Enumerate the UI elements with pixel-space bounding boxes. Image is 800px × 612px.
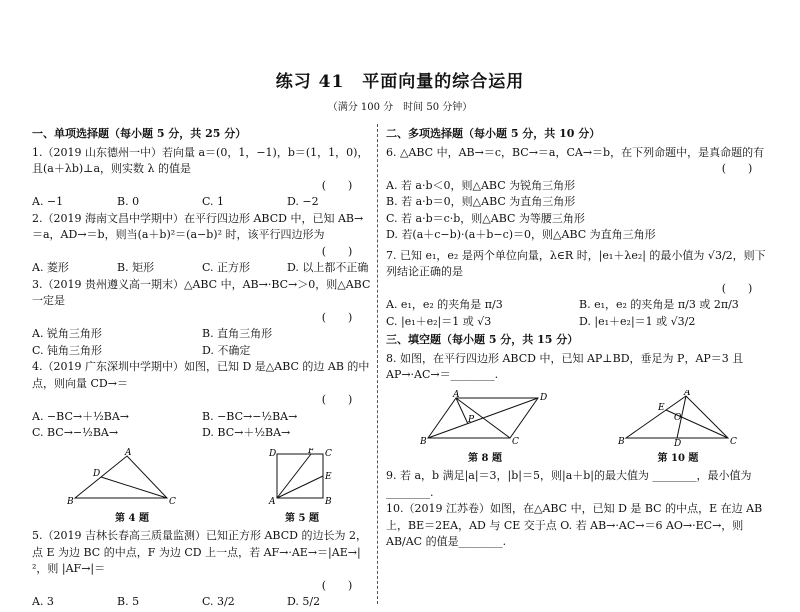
answer-blank: ( ) xyxy=(721,162,753,175)
question-10 xyxy=(386,501,772,551)
option-c: C. 正方形 xyxy=(202,261,251,274)
label-b: B xyxy=(67,496,74,506)
question-text: 3.（2019 贵州遵义高一期末）△ABC 中，AB→·BC→＞0，则△ABC 一定是 xyxy=(32,277,371,307)
figure-5 xyxy=(267,448,337,527)
question-text: 10.（2019 江苏卷）如图，在△ABC 中，已知 D 是 BC 的中点，E 在边 AB 上，BE＝2EA，AD 与 CE 交于点 O. 若 AB→·AC→＝6 AO→·EC→，则 AB/AC 的值是________. xyxy=(386,502,763,548)
question-8 xyxy=(386,351,772,384)
question-text: 6. △ABC 中，AB→＝c，BC→＝a，CA→＝b，在下列命题中，是真命题的有 xyxy=(386,145,765,159)
label-c: C xyxy=(730,436,737,446)
label-d: D xyxy=(540,392,548,403)
question-1 xyxy=(32,145,372,211)
options xyxy=(32,326,372,359)
section-heading-single-choice: 一、单项选择题（每小题 5 分，共 25 分） xyxy=(32,127,247,140)
answer-blank: ( ) xyxy=(321,244,353,258)
option-a: A. 菱形 xyxy=(32,261,69,274)
question-text: 5.（2019 吉林长春高三质量监测）已知正方形 ABCD 的边长为 2，点 E 为边 BC 的中点，F 为边 CD 上一点，若 AF→·AE→＝|AE→|²，则 |AF→|＝ xyxy=(32,529,367,575)
figure-10 xyxy=(618,390,738,467)
label-a: A xyxy=(269,496,276,506)
label-c: C xyxy=(512,436,519,446)
option-c: C. |e₁＋e₂|＝1 或 √3 xyxy=(386,314,492,328)
question-9 xyxy=(386,468,772,501)
right-column xyxy=(386,126,772,551)
label-e: E xyxy=(325,471,332,482)
option-a: A. −BC→＋½BA→ xyxy=(32,409,129,423)
figures-4-5 xyxy=(32,448,372,527)
answer-blank: ( ) xyxy=(321,578,353,592)
option-b: B. 0 xyxy=(117,195,140,208)
label-f: F xyxy=(308,447,315,456)
question-2 xyxy=(32,211,372,277)
section-heading-multiple-choice: 二、多项选择题（每小题 5 分，共 10 分） xyxy=(386,127,601,140)
question-text: 1.（2019 山东德州一中）若向量 a＝(0，1，−1)，b＝(1，1，0)，且(a＋λb)⊥a，则实数 λ 的值是 xyxy=(32,145,369,175)
option-a: A. 锐角三角形 xyxy=(32,327,102,340)
option-c: C. BC→−½BA→ xyxy=(32,426,119,439)
option-d: D. 若(a＋c−b)·(a＋b−c)＝0，则△ABC 为直角三角形 xyxy=(386,228,656,241)
question-4 xyxy=(32,359,372,442)
figure-caption: 第 4 题 xyxy=(115,513,149,524)
answer-blank: ( ) xyxy=(721,281,753,295)
answer-paren xyxy=(32,392,372,409)
page-title: 练习 41 平面向量的综合运用 xyxy=(275,72,525,92)
column-divider xyxy=(377,124,378,604)
answer-blank: ( ) xyxy=(321,393,353,406)
label-e: E xyxy=(658,402,665,413)
option-b: B. e₁，e₂ 的夹角是 π/3 或 2π/3 xyxy=(579,298,739,311)
triangle-figure xyxy=(618,390,738,446)
left-column xyxy=(32,126,372,611)
option-d: D. 不确定 xyxy=(202,343,251,357)
option-d: D. −2 xyxy=(287,195,319,208)
figures-8-10 xyxy=(386,390,772,467)
option-c: C. 若 a·b＝c·b，则△ABC 为等腰三角形 xyxy=(386,211,585,225)
question-text: 2.（2019 海南文昌中学期中）在平行四边形 ABCD 中，已知 AB→＝a，AD→＝b，则当(a＋b)²＝(a−b)² 时，该平行四边形为 xyxy=(32,211,364,241)
label-c: C xyxy=(325,448,332,459)
option-a: A. e₁，e₂ 的夹角是 π/3 xyxy=(386,298,503,311)
answer-blank: ( ) xyxy=(321,178,353,192)
option-d: D. BC→＋½BA→ xyxy=(202,426,291,439)
figure-caption: 第 10 题 xyxy=(657,453,699,464)
answer-paren xyxy=(32,310,372,327)
parallelogram-figure xyxy=(420,390,550,446)
label-b: B xyxy=(420,436,427,446)
figure-caption: 第 5 题 xyxy=(285,513,319,524)
label-a: A xyxy=(684,389,691,398)
option-a: A. 若 a·b＜0，则△ABC 为锐角三角形 xyxy=(386,178,576,192)
label-p: P xyxy=(468,414,475,425)
question-text: 4.（2019 广东深圳中学期中）如图，已知 D 是△ABC 的边 AB 的中点，则向量 CD→＝ xyxy=(32,360,370,390)
options xyxy=(32,194,372,211)
option-c: C. 钝角三角形 xyxy=(32,343,103,357)
answer-paren xyxy=(386,281,772,298)
options xyxy=(386,297,772,330)
option-c: C. 3/2 xyxy=(202,595,235,608)
options xyxy=(32,409,372,442)
answer-paren xyxy=(32,578,372,595)
option-b: B. 矩形 xyxy=(117,261,155,274)
option-a: A. 3 xyxy=(32,595,54,608)
figure-caption: 第 8 题 xyxy=(468,453,502,464)
option-d: D. 5/2 xyxy=(287,595,321,608)
answer-paren xyxy=(32,178,372,195)
figure-4 xyxy=(67,448,197,527)
question-3 xyxy=(32,277,372,360)
question-6 xyxy=(386,145,772,244)
label-d: D xyxy=(269,448,277,459)
label-d: D xyxy=(93,468,101,479)
option-a: A. −1 xyxy=(32,195,64,208)
option-b: B. 若 a·b＝0，则△ABC 为直角三角形 xyxy=(386,195,576,208)
label-b: B xyxy=(618,436,625,446)
question-5 xyxy=(32,528,372,611)
option-b: B. −BC→−½BA→ xyxy=(202,409,298,423)
label-d: D xyxy=(674,438,682,446)
label-c: C xyxy=(169,496,176,506)
option-c: C. 1 xyxy=(202,195,225,208)
option-d: D. |e₁＋e₂|＝1 或 √3/2 xyxy=(579,314,696,328)
options xyxy=(32,260,372,277)
question-text: 9. 若 a，b 满足|a|＝3，|b|＝5，则|a＋b|的最大值为 ________，最小值为 ________. xyxy=(386,469,752,499)
label-o: O xyxy=(674,412,682,423)
page-subtitle: （满分 100 分 时间 50 分钟） xyxy=(327,102,473,113)
options xyxy=(32,594,372,611)
answer-paren xyxy=(32,244,372,261)
label-a: A xyxy=(125,447,132,458)
answer-paren xyxy=(386,161,772,178)
question-text: 8. 如图，在平行四边形 ABCD 中，已知 AP⊥BD，垂足为 P，AP＝3 且 AP→·AC→＝________. xyxy=(386,351,744,381)
option-b: B. 5 xyxy=(117,595,140,608)
option-d: D. 以上都不正确 xyxy=(287,261,369,274)
label-a: A xyxy=(453,389,460,400)
figure-8 xyxy=(420,390,550,467)
question-text: 7. 已知 e₁，e₂ 是两个单位向量，λ∈R 时，|e₁＋λe₂| 的最小值为 √3/2，则下列结论正确的是 xyxy=(386,248,766,278)
option-b: B. 直角三角形 xyxy=(202,327,273,340)
section-heading-fill-blank: 三、填空题（每小题 5 分，共 15 分） xyxy=(386,333,579,346)
answer-blank: ( ) xyxy=(321,310,353,324)
triangle-figure xyxy=(67,448,197,506)
square-figure xyxy=(267,448,337,506)
label-b: B xyxy=(325,496,332,506)
question-7 xyxy=(386,248,772,331)
